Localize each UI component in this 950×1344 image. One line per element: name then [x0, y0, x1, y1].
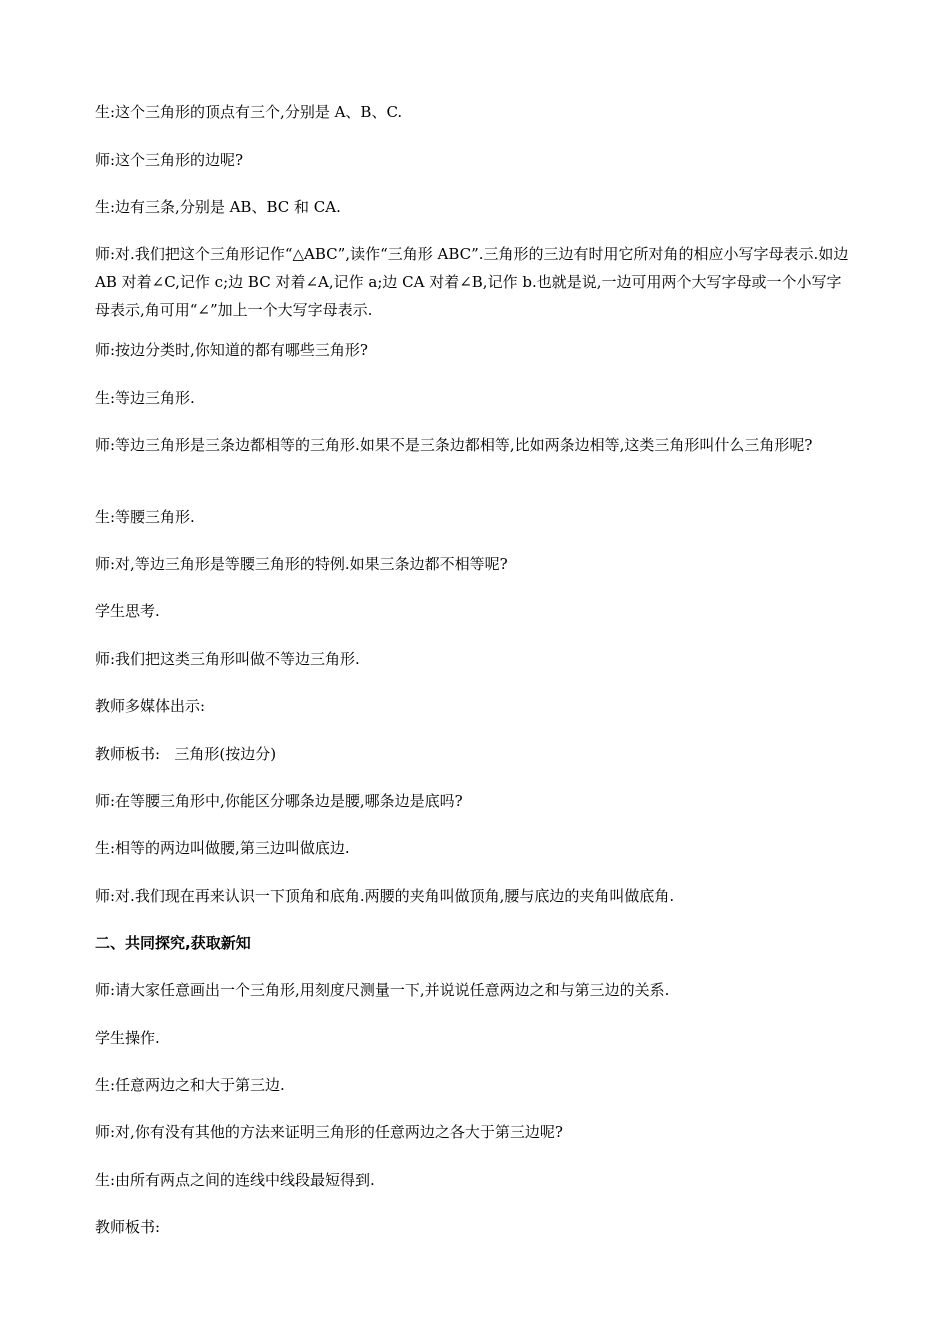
- paragraph-16: 师:对.我们现在再来认识一下顶角和底角.两腰的夹角叫做顶角,腰与底边的夹角叫做底角.: [95, 887, 675, 905]
- paragraph-5: 师:按边分类时,你知道的都有哪些三角形?: [95, 341, 368, 359]
- paragraph-14: 师:在等腰三角形中,你能区分哪条边是腰,哪条边是底吗?: [95, 792, 463, 810]
- paragraph-20: 生:任意两边之和大于第三边.: [95, 1076, 285, 1094]
- paragraph-11: 师:我们把这类三角形叫做不等边三角形.: [95, 650, 360, 668]
- paragraph-13: 教师板书: 三角形(按边分): [95, 745, 277, 763]
- paragraph-12: 教师多媒体出示:: [95, 697, 206, 715]
- paragraph-19: 学生操作.: [95, 1029, 160, 1047]
- paragraph-3: 生:边有三条,分别是 AB、BC 和 CA.: [95, 198, 341, 216]
- paragraph-23: 教师板书:: [95, 1218, 161, 1236]
- paragraph-7: 师:等边三角形是三条边都相等的三角形.如果不是三条边都相等,比如两条边相等,这类三角形叫什么三角形呢?: [95, 436, 813, 454]
- paragraph-10: 学生思考.: [95, 602, 160, 620]
- paragraph-18: 师:请大家任意画出一个三角形,用刻度尺测量一下,并说说任意两边之和与第三边的关系.: [95, 981, 670, 999]
- paragraph-15: 生:相等的两边叫做腰,第三边叫做底边.: [95, 839, 350, 857]
- paragraph-9: 师:对,等边三角形是等腰三角形的特例.如果三条边都不相等呢?: [95, 555, 508, 573]
- paragraph-1: 生:这个三角形的顶点有三个,分别是 A、B、C.: [95, 103, 403, 121]
- paragraph-22: 生:由所有两点之间的连线中线段最短得到.: [95, 1171, 375, 1189]
- paragraph-6: 生:等边三角形.: [95, 389, 195, 407]
- section-heading: 二、共同探究,获取新知: [95, 934, 251, 952]
- paragraph-4: 师:对.我们把这个三角形记作“△ABC”,读作“三角形 ABC”.三角形的三边有时用它所对角的相应小写字母表示.如边 AB 对着∠C,记作 c;边 BC 对着∠A,记作 a;边 CA 对着∠B,记作 b.也就是说,一边可用两个大写字母或一个小写字母表示,角可用“∠”加上一个大写字母表示.: [95, 245, 849, 319]
- paragraph-8: 生:等腰三角形.: [95, 508, 195, 526]
- paragraph-21: 师:对,你有没有其他的方法来证明三角形的任意两边之各大于第三边呢?: [95, 1123, 563, 1141]
- paragraph-2: 师:这个三角形的边呢?: [95, 151, 244, 169]
